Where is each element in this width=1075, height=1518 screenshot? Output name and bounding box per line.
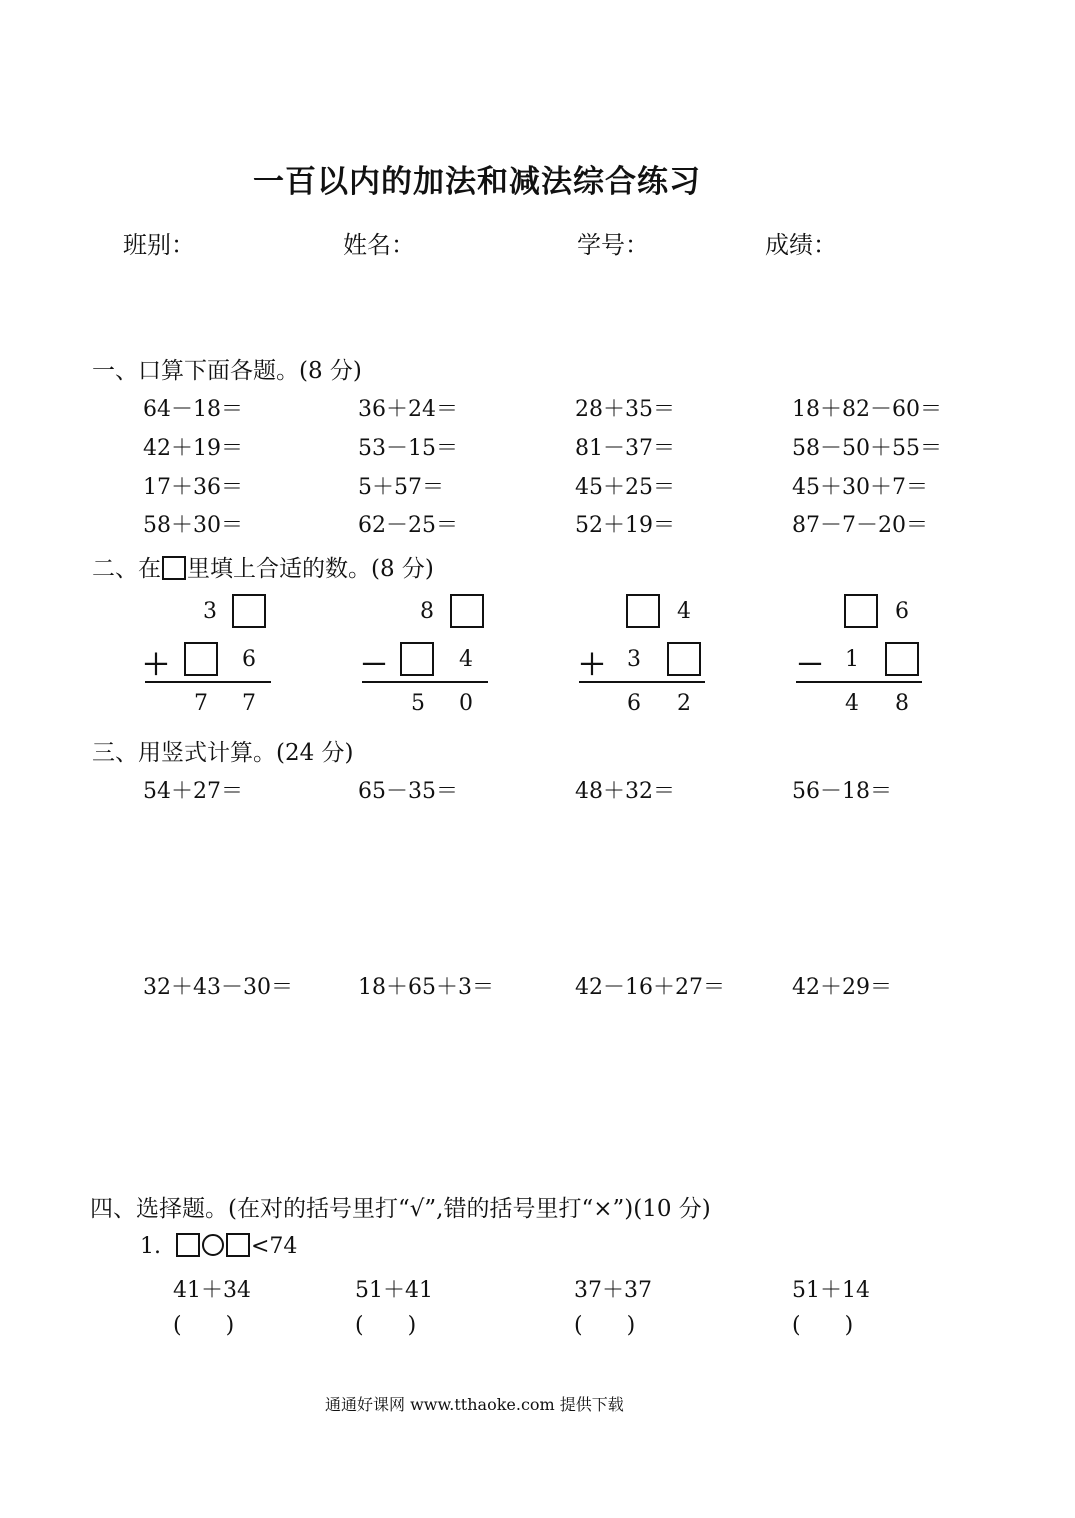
answer-parentheses[interactable]: ( ) <box>574 1313 636 1338</box>
digit: 2 <box>677 691 691 716</box>
equation: 62－25＝ <box>358 513 458 538</box>
equation: 58＋30＝ <box>143 513 243 538</box>
equation: 42－16＋27＝ <box>575 975 725 1000</box>
operator: － <box>795 648 824 681</box>
sum-line <box>579 681 705 683</box>
digit: 7 <box>242 691 256 716</box>
equation: 58－50＋55＝ <box>792 436 942 461</box>
digit: 1 <box>845 647 859 672</box>
digit: 3 <box>627 647 641 672</box>
circle-symbol-icon <box>202 1234 224 1256</box>
equation: 17＋36＝ <box>143 475 243 500</box>
digit: 5 <box>411 691 425 716</box>
footer-credit: 通通好课网 www.tthaoke.com 提供下载 <box>325 1395 624 1414</box>
answer-parentheses[interactable]: ( ) <box>355 1313 417 1338</box>
heading-prefix: 二、在 <box>92 556 161 582</box>
digit: 0 <box>459 691 473 716</box>
box-symbol-icon <box>162 556 186 580</box>
option-expression: 51＋41 <box>355 1278 433 1303</box>
section-heading: 三、用竖式计算。(24 分) <box>92 740 354 766</box>
class-field-label: 班别： <box>123 231 195 259</box>
digit: 8 <box>895 691 909 716</box>
digit: 8 <box>420 599 434 624</box>
option-expression: 41＋34 <box>173 1278 251 1303</box>
operator: － <box>359 648 388 681</box>
answer-box[interactable] <box>844 594 878 628</box>
digit: 3 <box>203 599 217 624</box>
equation: 54＋27＝ <box>143 779 243 804</box>
digit: 4 <box>845 691 859 716</box>
digit: 6 <box>242 647 256 672</box>
equation: 45＋25＝ <box>575 475 675 500</box>
equation: 48＋32＝ <box>575 779 675 804</box>
question-comparison: <74 <box>251 1234 298 1259</box>
operator: ＋ <box>577 648 606 681</box>
box-symbol-icon <box>176 1233 200 1257</box>
equation: 18＋82－60＝ <box>792 397 942 422</box>
equation: 42＋19＝ <box>143 436 243 461</box>
answer-parentheses[interactable]: ( ) <box>792 1313 854 1338</box>
answer-box[interactable] <box>400 642 434 676</box>
equation: 65－35＝ <box>358 779 458 804</box>
sum-line <box>796 681 922 683</box>
equation: 64－18＝ <box>143 397 243 422</box>
sum-line <box>145 681 271 683</box>
sum-line <box>362 681 488 683</box>
equation: 42＋29＝ <box>792 975 892 1000</box>
student-number-field-label: 学号： <box>577 231 649 259</box>
digit: 4 <box>459 647 473 672</box>
answer-box[interactable] <box>232 594 266 628</box>
digit: 6 <box>627 691 641 716</box>
equation: 32＋43－30＝ <box>143 975 293 1000</box>
question-1 <box>140 1233 297 1259</box>
section-heading: 四、选择题。(在对的括号里打“√”,错的括号里打“×”)(10 分) <box>90 1196 711 1222</box>
equation: 87－7－20＝ <box>792 513 928 538</box>
name-field-label: 姓名： <box>343 231 415 259</box>
equation: 36＋24＝ <box>358 397 458 422</box>
answer-box[interactable] <box>450 594 484 628</box>
equation: 45＋30＋7＝ <box>792 475 928 500</box>
equation: 81－37＝ <box>575 436 675 461</box>
answer-box[interactable] <box>885 642 919 676</box>
page-title: 一百以内的加法和减法综合练习 <box>253 164 701 200</box>
score-field-label: 成绩： <box>765 231 837 259</box>
section-heading <box>92 550 434 583</box>
answer-parentheses[interactable]: ( ) <box>173 1313 235 1338</box>
equation: 28＋35＝ <box>575 397 675 422</box>
box-symbol-icon <box>226 1233 250 1257</box>
option-expression: 37＋37 <box>574 1278 652 1303</box>
equation: 56－18＝ <box>792 779 892 804</box>
question-number: 1. <box>140 1234 161 1259</box>
equation: 53－15＝ <box>358 436 458 461</box>
operator: ＋ <box>141 648 170 681</box>
digit: 4 <box>677 599 691 624</box>
heading-suffix: 里填上合适的数。(8 分) <box>187 556 434 582</box>
equation: 5＋57＝ <box>358 475 444 500</box>
answer-box[interactable] <box>626 594 660 628</box>
equation: 18＋65＋3＝ <box>358 975 494 1000</box>
option-expression: 51＋14 <box>792 1278 870 1303</box>
equation: 52＋19＝ <box>575 513 675 538</box>
section-heading: 一、口算下面各题。(8 分) <box>92 358 362 384</box>
answer-box[interactable] <box>184 642 218 676</box>
digit: 6 <box>895 599 909 624</box>
digit: 7 <box>194 691 208 716</box>
answer-box[interactable] <box>667 642 701 676</box>
